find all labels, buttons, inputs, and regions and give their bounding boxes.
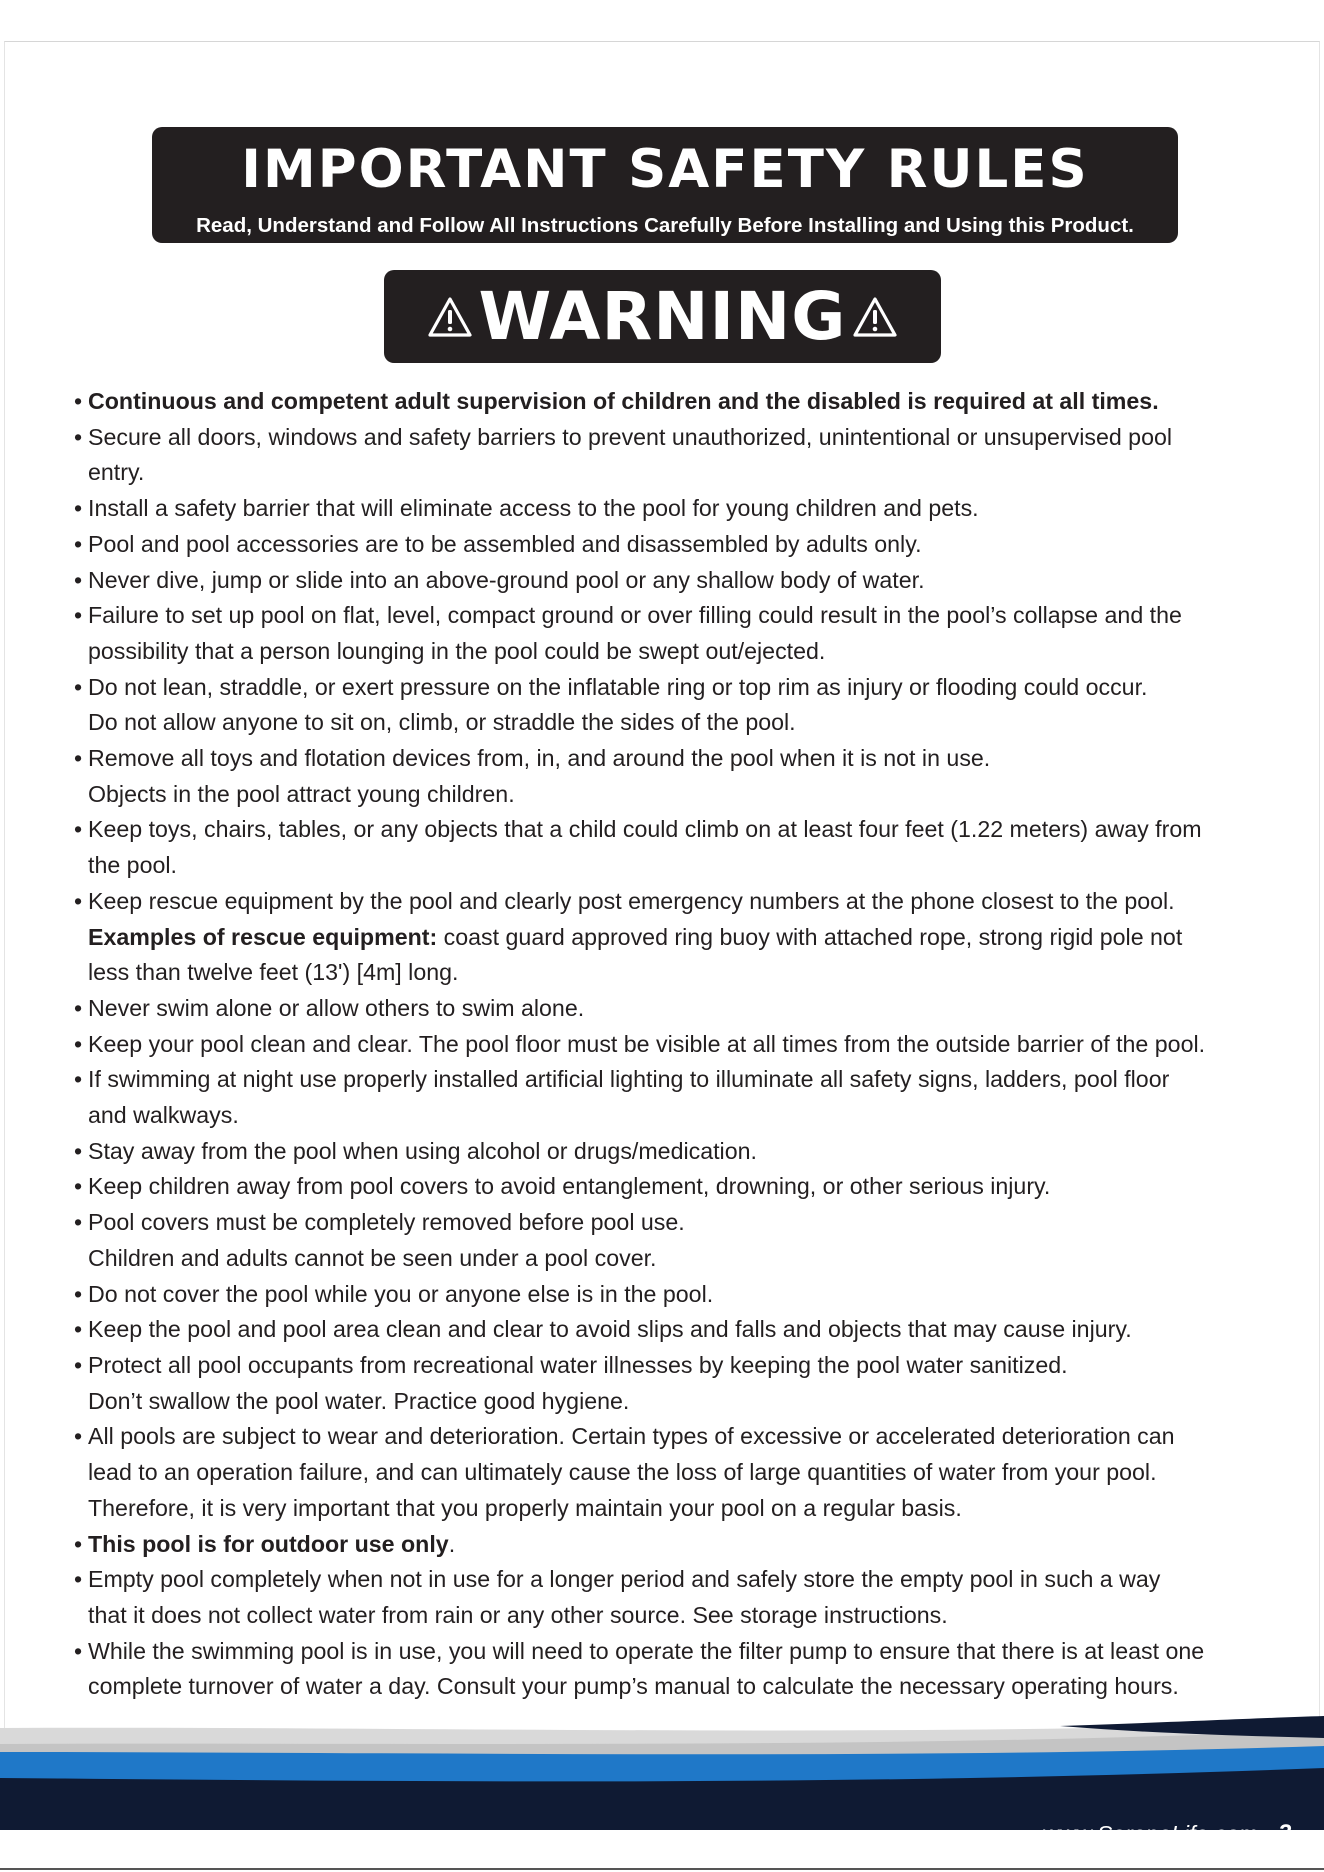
rule-text: Children and adults cannot be seen under a pool cover. xyxy=(88,1244,657,1271)
list-item xyxy=(76,1169,1256,1205)
bottom-border xyxy=(0,1868,1324,1870)
page-title: IMPORTANT SAFETY RULES xyxy=(241,139,1089,200)
list-item xyxy=(76,670,1256,741)
rule-text: lead to an operation failure, and can ultimately cause the loss of large quantities of water from your pool. xyxy=(88,1459,1157,1486)
list-item xyxy=(76,1277,1256,1313)
list-item xyxy=(76,1134,1256,1170)
footer-wave-graphic xyxy=(0,1716,1324,1830)
safety-rules-list xyxy=(76,384,1256,1705)
list-item xyxy=(76,563,1256,599)
rule-text: Therefore, it is very important that you properly maintain your pool on a regular basis. xyxy=(88,1494,962,1521)
rule-text: • Do not lean, straddle, or exert pressure on the inflatable ring or top rim as injury or flooding could occur. xyxy=(88,673,1148,700)
rule-text xyxy=(88,920,1256,956)
rule-text: • Never dive, jump or slide into an above-ground pool or any shallow body of water. xyxy=(88,566,925,593)
list-item xyxy=(76,527,1256,563)
rule-text: that it does not collect water from rain or any other source. See storage instructions. xyxy=(88,1601,948,1628)
outdoor-use-notice: This pool is for outdoor use only xyxy=(88,1530,449,1557)
list-item xyxy=(76,1027,1256,1063)
warning-triangle-icon xyxy=(427,296,473,338)
rule-text-rest: coast guard approved ring buoy with attached rope, strong rigid pole not xyxy=(437,923,1183,950)
list-item xyxy=(76,420,1256,491)
rule-text: • Keep children away from pool covers to avoid entanglement, drowning, or other serious injury. xyxy=(88,1173,1051,1200)
list-item xyxy=(76,884,1256,991)
rule-text: • While the swimming pool is in use, you will need to operate the filter pump to ensure that there is at least one xyxy=(88,1637,1205,1664)
rule-text: • Protect all pool occupants from recreational water illnesses by keeping the pool water sanitized. xyxy=(88,1351,1068,1378)
safety-rules-banner xyxy=(152,127,1178,243)
rule-text: entry. xyxy=(88,459,145,486)
rule-text: less than twelve feet (13') [4m] long. xyxy=(88,959,459,986)
rule-text: • Keep rescue equipment by the pool and clearly post emergency numbers at the phone closest to the pool. xyxy=(88,887,1175,914)
rule-text: • Continuous and competent adult supervision of children and the disabled is required at all times. xyxy=(88,388,1159,414)
warning-triangle-icon xyxy=(852,296,898,338)
rule-text: • Keep your pool clean and clear. The pool floor must be visible at all times from the outside barrier of the pool. xyxy=(88,1030,1206,1057)
rule-text: • Never swim alone or allow others to swim alone. xyxy=(88,994,585,1021)
list-item xyxy=(76,991,1256,1027)
rule-text: • Remove all toys and flotation devices from, in, and around the pool when it is not in use. xyxy=(88,745,991,772)
rule-text xyxy=(88,1527,1256,1563)
rule-text: • All pools are subject to wear and deterioration. Certain types of excessive or accelerated deterioration can xyxy=(88,1423,1175,1450)
list-item xyxy=(76,812,1256,883)
list-item xyxy=(76,1348,1256,1419)
rule-text: • Empty pool completely when not in use for a longer period and safely store the empty pool in such a way xyxy=(88,1566,1161,1593)
rule-text: Objects in the pool attract young children. xyxy=(88,780,515,807)
list-item xyxy=(76,1634,1256,1705)
warning-badge xyxy=(384,270,941,363)
rule-text: Don’t swallow the pool water. Practice good hygiene. xyxy=(88,1387,630,1414)
rule-text: complete turnover of water a day. Consult your pump’s manual to calculate the necessary operating hours. xyxy=(88,1673,1179,1700)
list-item xyxy=(76,491,1256,527)
list-item xyxy=(76,1205,1256,1276)
rule-text: and walkways. xyxy=(88,1102,239,1129)
rule-text: • Pool covers must be completely removed before pool use. xyxy=(88,1209,685,1236)
list-item xyxy=(76,384,1256,420)
rule-text-rest: . xyxy=(448,1530,456,1557)
rule-text: • Pool and pool accessories are to be assembled and disassembled by adults only. xyxy=(88,530,922,557)
list-item xyxy=(76,1312,1256,1348)
warning-label: WARNING xyxy=(478,277,847,355)
list-item xyxy=(76,1562,1256,1633)
rule-text: Do not allow anyone to sit on, climb, or straddle the sides of the pool. xyxy=(88,709,796,736)
rescue-equipment-label: Examples of rescue equipment: xyxy=(88,923,438,950)
list-item xyxy=(76,1527,1256,1563)
rule-text: • Keep the pool and pool area clean and clear to avoid slips and falls and objects that may cause injury. xyxy=(88,1316,1132,1343)
list-item xyxy=(76,1062,1256,1133)
rule-text: • Failure to set up pool on flat, level, compact ground or over filling could result in the pool’s collapse and the xyxy=(88,602,1182,629)
rule-text: the pool. xyxy=(88,852,177,879)
rule-text: • Stay away from the pool when using alcohol or drugs/medication. xyxy=(88,1137,757,1164)
rule-text: • Keep toys, chairs, tables, or any objects that a child could climb on at least four feet (1.22 meters) away from xyxy=(88,816,1202,843)
list-item xyxy=(76,1419,1256,1526)
list-item xyxy=(76,598,1256,669)
rule-text: • Secure all doors, windows and safety barriers to prevent unauthorized, unintentional or unsupervised pool xyxy=(88,423,1173,450)
list-item xyxy=(76,741,1256,812)
page-subtitle: Read, Understand and Follow All Instructions Carefully Before Installing and Using this Product. xyxy=(196,214,1134,237)
rule-text: • If swimming at night use properly installed artificial lighting to illuminate all safety signs, ladders, pool floor xyxy=(88,1066,1170,1093)
bottom-margin xyxy=(0,1830,1324,1868)
rule-text: possibility that a person lounging in the pool could be swept out/ejected. xyxy=(88,637,826,664)
rule-text: • Do not cover the pool while you or anyone else is in the pool. xyxy=(88,1280,714,1307)
rule-text: • Install a safety barrier that will eliminate access to the pool for young children and pets. xyxy=(88,495,979,522)
